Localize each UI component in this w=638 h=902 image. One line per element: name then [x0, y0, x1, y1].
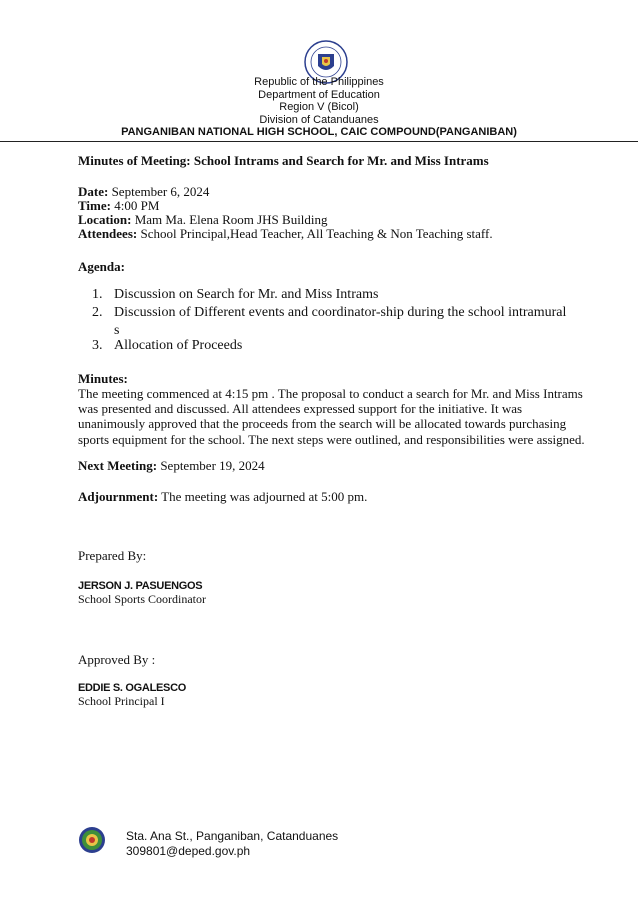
prepared-by-label: Prepared By:	[78, 548, 147, 563]
footer-address: Sta. Ana St., Panganiban, Catanduanes	[126, 829, 339, 843]
meeting-date: Date: September 6, 2024	[78, 184, 210, 199]
agenda-item: 3. Allocation of Proceeds	[92, 338, 243, 353]
document-title: Minutes of Meeting: School Intrams and Search for Mr. and Miss Intrams	[78, 153, 489, 168]
approver-name: EDDIE S. OGALESCO	[78, 682, 186, 694]
header-department: Department of Education	[258, 89, 380, 101]
agenda-heading: Agenda:	[78, 259, 125, 274]
header-region: Region V (Bicol)	[279, 101, 359, 113]
minutes-body: The meeting commenced at 4:15 pm . The proposal to conduct a search for Mr. and Miss Intrams was presented and discussed. All attendees expressed support for the initiative. It was unanimously approved that the proceeds from the search will be allocated towards purchasing sports equipment for the school. The next steps were outlined, and responsibilities were assigned.	[78, 386, 585, 447]
agenda-item: 2. Discussion of Different events and coordinator-ship during the school intramural	[92, 305, 567, 320]
approved-by-label: Approved By :	[78, 652, 156, 667]
preparer-name: JERSON J. PASUENGOS	[78, 580, 203, 592]
agenda-item-wrap: s	[114, 323, 120, 338]
meeting-attendees: Attendees: School Principal,Head Teacher, All Teaching & Non Teaching staff.	[78, 226, 493, 241]
minutes-heading: Minutes:	[78, 371, 128, 386]
header-division: Division of Catanduanes	[259, 114, 379, 126]
approver-role: School Principal I	[78, 694, 165, 708]
header-divider	[0, 141, 638, 142]
school-logo-icon	[78, 826, 106, 854]
next-meeting: Next Meeting: September 19, 2024	[78, 458, 265, 473]
preparer-role: School Sports Coordinator	[78, 592, 206, 606]
adjournment: Adjournment: The meeting was adjourned at 5:00 pm.	[78, 489, 368, 504]
agenda-item: 1. Discussion on Search for Mr. and Miss Intrams	[92, 287, 379, 302]
meeting-location: Location: Mam Ma. Elena Room JHS Building	[78, 212, 328, 227]
meeting-time: Time: 4:00 PM	[78, 198, 160, 213]
footer-email: 309801@deped.gov.ph	[126, 844, 251, 858]
header-republic: Republic of the Philippines	[254, 76, 384, 88]
header-school-name: PANGANIBAN NATIONAL HIGH SCHOOL, CAIC COMPOUND(PANGANIBAN)	[121, 126, 517, 138]
